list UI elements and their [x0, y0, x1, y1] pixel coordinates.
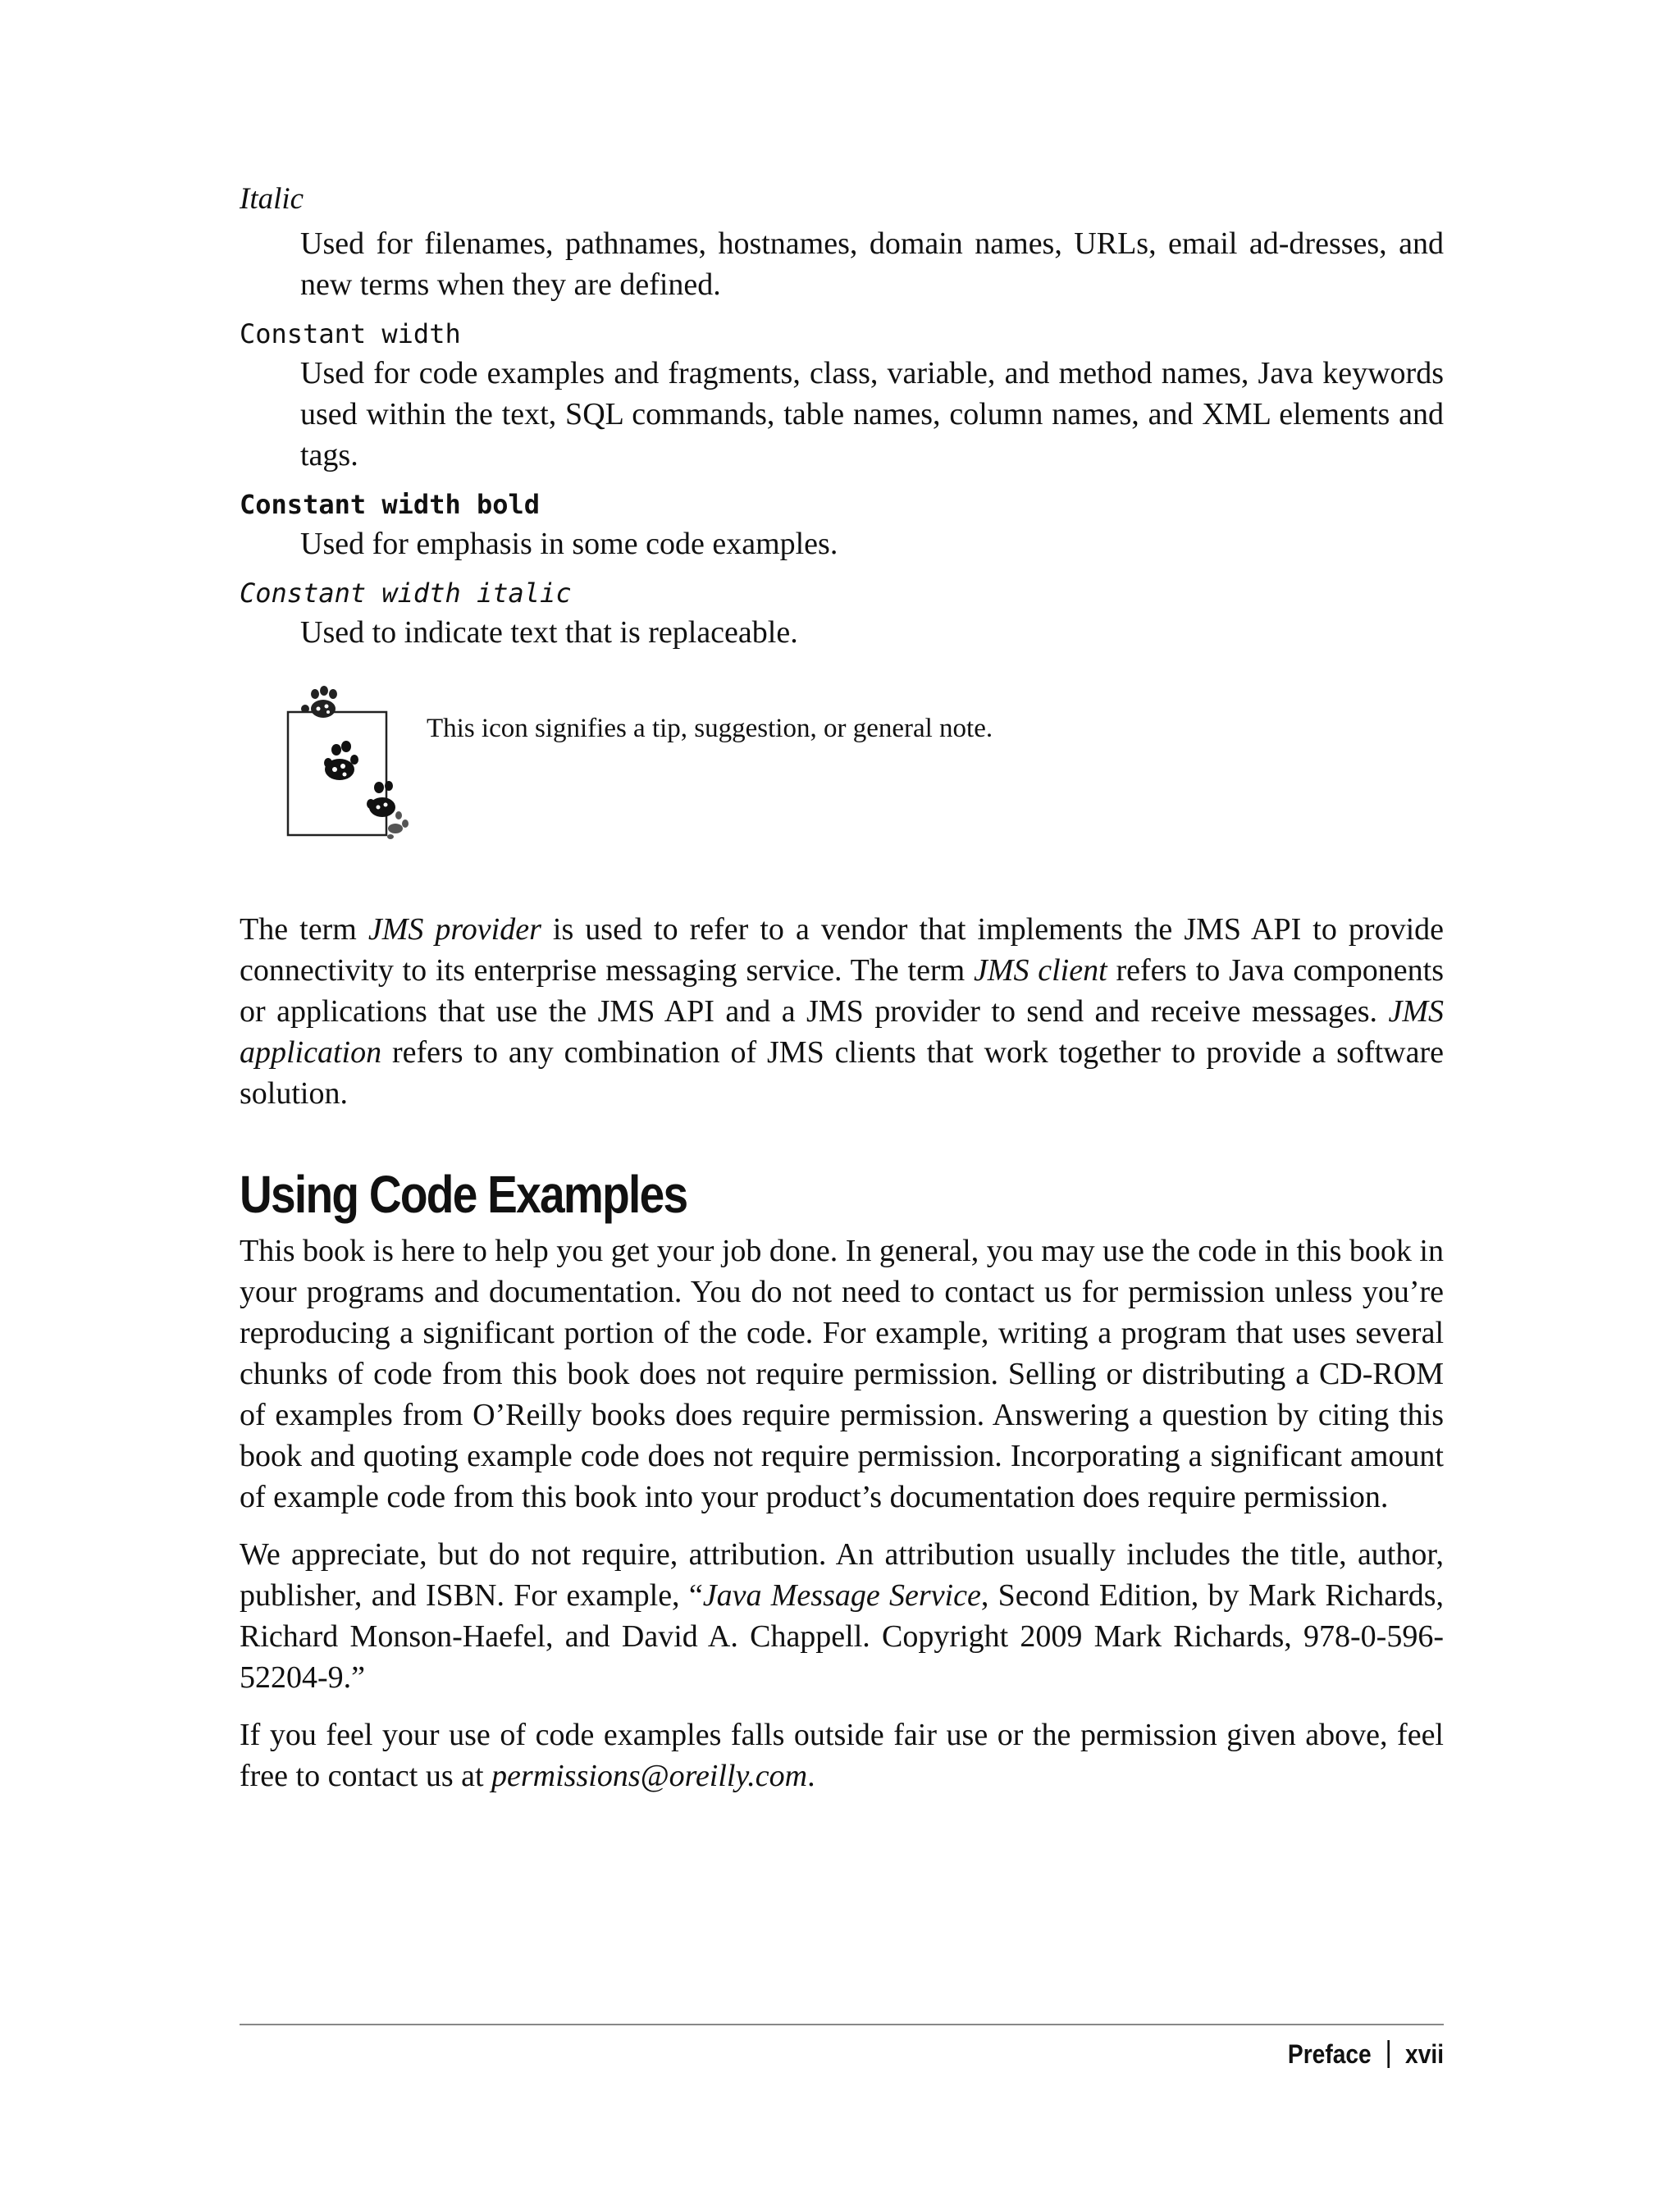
- tip-note: [240, 684, 1444, 840]
- footer-rule: [240, 2024, 1444, 2025]
- code-usage-paragraph: This book is here to help you get your job done. In general, you may use the code in this book in your programs and documentation. You do not need to contact us for permission unless you’re reproducing a significant portion of the code. For example, writing a program that uses several chunks of code from this book does not require permission. Selling or distributing a CD-ROM of examples from O’Reilly books does require permission. Answering a question by citing this book and quoting example code does not require permission. Incorporating a significant amount of example code from this book into your product’s documentation does require permission.: [240, 1234, 1444, 1514]
- permissions-paragraph: [240, 1714, 1444, 1796]
- conventions-list: [240, 179, 1444, 653]
- text-run: is used to refer to a vendor that implements the JMS API to provide connectivity to its enterprise messaging service. The term: [240, 912, 1444, 988]
- permissions-email: permissions@oreilly.com: [491, 1759, 808, 1793]
- text-run: , Second Edition, by Mark Richards, Richard Monson-Haefel, and David A. Chappell. Copyright 2009 Mark Richards, 978-0-596-52204-9.”: [240, 1578, 1445, 1695]
- text-run: refers to Java components or applications that use the JMS API and a JMS provider to send and receive messages.: [240, 953, 1444, 1029]
- term-jms-application: JMS application: [240, 994, 1444, 1070]
- convention-description: Used for code examples and fragments, class, variable, and method names, Java keywords used within the text, SQL commands, table names, column names, and XML elements and tags.: [300, 356, 1444, 472]
- jms-terms-paragraph: [240, 909, 1444, 1114]
- convention-term: Constant width italic: [240, 578, 572, 609]
- paw-prints-tip-icon: [285, 684, 425, 840]
- convention-term: Italic: [240, 182, 304, 216]
- page-content: [240, 179, 1444, 1796]
- convention-description: Used for filenames, pathnames, hostnames, domain names, URLs, email ad-dresses, and new terms when they are defined.: [300, 226, 1444, 302]
- page-number: xvii: [1405, 2039, 1444, 2069]
- tip-note-text: This icon signifies a tip, suggestion, or general note.: [427, 714, 993, 743]
- section-heading: Using Code Examples: [240, 1165, 687, 1224]
- term-jms-provider: JMS provider: [368, 912, 541, 947]
- text-run: .: [807, 1759, 815, 1793]
- text-run: The term: [240, 912, 368, 947]
- term-jms-client: JMS client: [973, 953, 1107, 988]
- page-footer: [1288, 2038, 1444, 2070]
- footer-section-name: Preface: [1287, 2039, 1372, 2069]
- attribution-paragraph: [240, 1534, 1444, 1698]
- text-run: If you feel your use of code examples falls outside fair use or the permission given above, feel free to contact us at: [240, 1718, 1444, 1793]
- book-title: Java Message Service: [702, 1578, 981, 1613]
- convention-term: Constant width: [240, 318, 461, 349]
- text-run: We appreciate, but do not require, attribution. An attribution usually includes the title, author, publisher, and ISBN. For example, “: [240, 1537, 1444, 1613]
- convention-term: Constant width bold: [240, 489, 541, 520]
- footer-separator: [1387, 2040, 1390, 2068]
- convention-description: Used to indicate text that is replaceable.: [300, 615, 798, 650]
- convention-description: Used for emphasis in some code examples.: [300, 527, 838, 561]
- text-run: refers to any combination of JMS clients that work together to provide a software solution.: [240, 1035, 1444, 1111]
